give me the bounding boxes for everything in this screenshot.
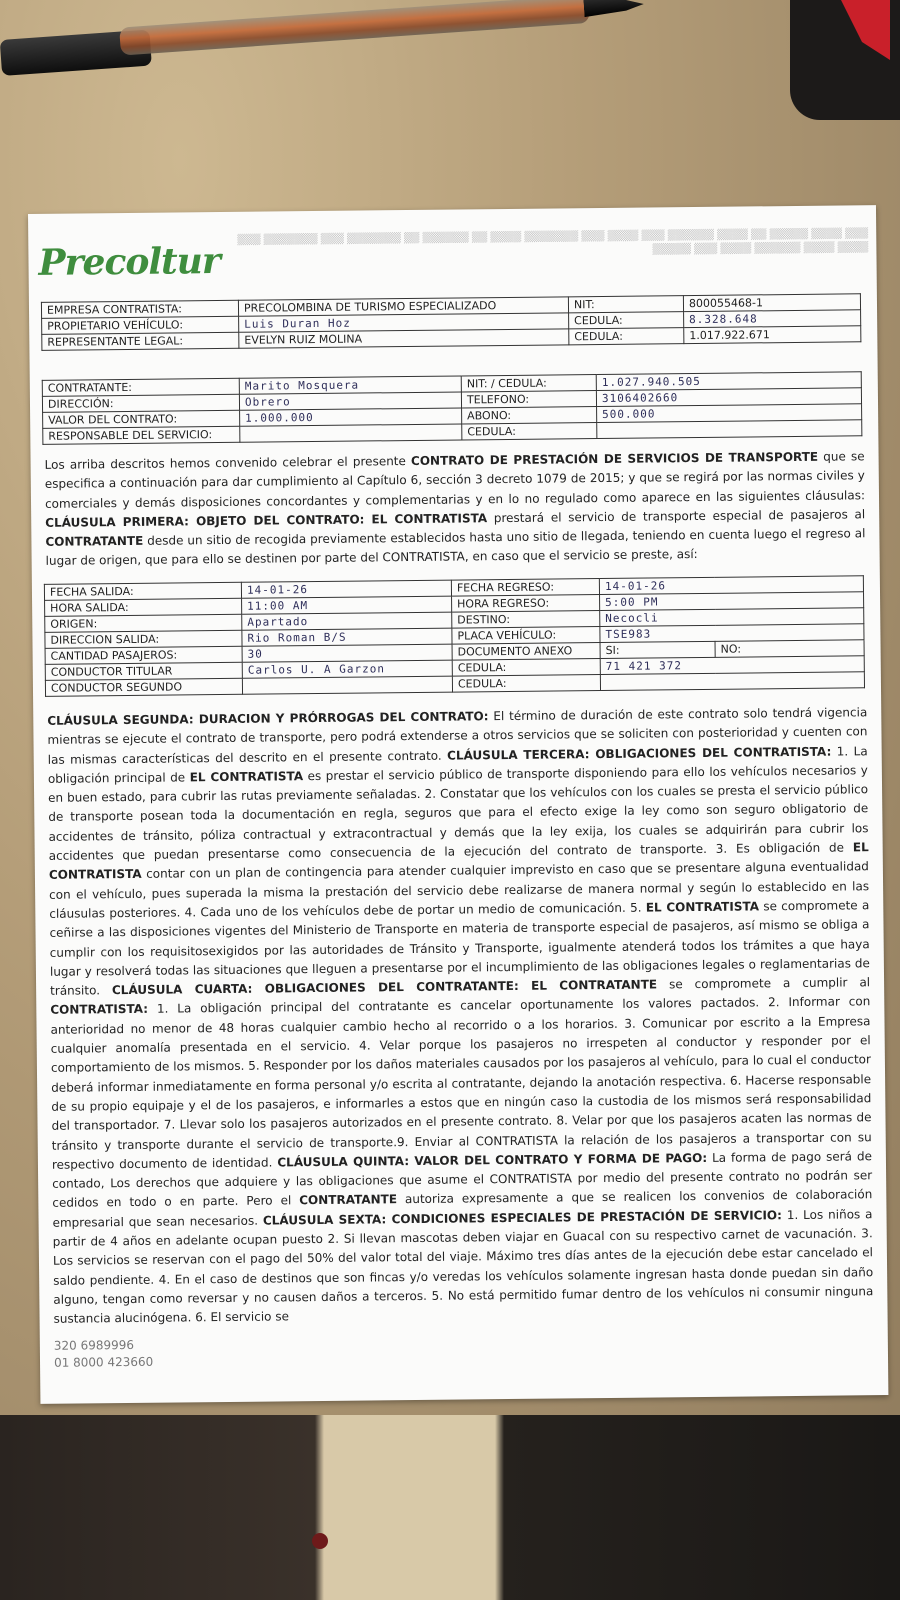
client-label: CONTRATANTE: <box>42 378 239 396</box>
departure-date-label: FECHA SALIDA: <box>44 582 241 600</box>
legal-rep-id-value: 1.017.922.671 <box>684 326 861 344</box>
clause-text: se compromete a cumplir al <box>656 975 871 992</box>
intro-text: que se especifica a continuación para dar cumplimiento al Capítulo 6, sección 3 decreto 1079 de 2015; y que se regirá por las normas civiles y comerciales y demás disposiciones concordantes y complementarias y en lo no regulado como aparece en las siguientes cláusulas: <box>44 449 866 511</box>
clause-text: contar con un plan de contingencia para atender cualquier imprevisto en caso que se presentare alguna eventualidad con el vehículo, pues superada la misma la prestación del servicio debe realizarse de manera normal y según lo establecido en las cláusulas posteriores. 4. Cada uno de los vehículos debe de portar un medio de comunicación. 5. <box>49 859 870 921</box>
main-driver-value: Carlos U. A Garzon <box>242 660 452 678</box>
passengers-label: CANTIDAD PASAJEROS: <box>45 646 242 664</box>
company-label: EMPRESA CONTRATISTA: <box>41 300 238 318</box>
clause-text: autoriza expresamente a que se realicen los convenios de colaboración empresarial que sean necesarios. <box>52 1187 873 1230</box>
client-table <box>42 371 863 445</box>
phone-number: 320 6989996 <box>53 1337 135 1353</box>
company-table <box>41 293 861 351</box>
address-value: Obrero <box>239 392 461 410</box>
intro-text: prestará el servicio de transporte especial de pasajeros al <box>487 507 866 526</box>
desk-hole <box>312 1533 328 1549</box>
second-driver-id-value <box>600 672 864 691</box>
destination-label: DESTINO: <box>452 611 600 629</box>
clause-text: se compromete a ceñirse a las disposiciones vigentes del Ministerio de Transporte en materia de transporte especial de pasajeros, así mismo se obliga a cumplir con los requisitosexigidos por las autoridades de Tránsito y Transporte, igualmente atenderá todos los trámites a que haya lugar y resolverá todas las situaciones que lleguen a presentarse por el incumplimiento de las obligaciones legales o reglamentarias de tránsito. <box>49 898 870 998</box>
deposit-label: ABONO: <box>462 407 597 424</box>
clause-bold: CONTRATISTA: <box>50 1002 149 1018</box>
main-driver-label: CONDUCTOR TITULAR <box>45 662 242 680</box>
contract-document <box>28 205 888 1404</box>
clause-bold: EL CONTRATISTA <box>645 899 760 915</box>
passengers-value: 30 <box>242 644 452 662</box>
intro-text: desde un sitio de recogida previamente establecidos hasta uno sitio de llegada, teniendo en cuenta luego el regreso al lugar de origen, que para ello se destinen por parte del CONTRATISTA, en caso que el servicio se preste, así: <box>45 526 866 569</box>
responsible-id-value <box>597 420 862 439</box>
desk-bottom <box>0 1415 900 1600</box>
phone-number: 01 8000 423660 <box>53 1354 154 1370</box>
bleed-through-text: ▒▒▒ ▒▒▒▒ ▒▒▒▒▒ ▒▒ ▒▒▒▒ ▒▒▒▒▒▒ ▒▒▒ ▒▒▒▒ ▒▒▒ ▒▒▒▒▒▒▒ ▒▒▒▒ ▒▒ ▒▒▒▒▒▒ ▒▒ ▒▒▒▒▒▒▒ ▒▒▒ ▒▒▒▒▒▒▒ ▒▒▒ ▒▒▒▒ ▒▒▒▒ ▒▒▒▒▒▒ ▒▒▒▒ ▒▒▒ ▒▒▒▒▒ <box>237 228 869 256</box>
origin-label: ORIGEN: <box>45 614 242 632</box>
second-driver-id-label: CEDULA: <box>452 675 600 693</box>
clause-text: es prestar el servicio público de transporte disponiendo para ello los vehículos necesarios y en buen estado, para cubrir las rutas previamente señaladas. 2. Constatar que los vehículos con los cuales se presta el servicio público de transporte posean toda la documentación en regla, seguros que para el efecto exige la ley como son seguro obligatorio de accidentes de tránsito, póliza contractual y extracontractual y demás que la ley exija, los cuales se adquirirán para cubrir los accidentes que puedan presentarse como consecuencia de la ejecución del contrato de transporte. 3. Es obligación de <box>48 763 869 863</box>
logo-text: Precoltur <box>38 239 221 284</box>
departure-address-label: DIRECCION SALIDA: <box>45 630 242 648</box>
clause-6-title: CLÁUSULA SEXTA: CONDICIONES ESPECIALES DE PRESTACIÓN DE SERVICIO: <box>262 1207 782 1228</box>
owner-label: PROPIETARIO VEHÍCULO: <box>42 316 239 334</box>
intro-text: Los arriba descritos hemos convenido celebrar el presente <box>44 454 412 472</box>
return-time-value: 5:00 PM <box>600 592 864 611</box>
origin-value: Apartado <box>242 612 452 630</box>
clauses-body <box>47 703 873 1329</box>
return-date-value: 14-01-26 <box>599 576 863 595</box>
deposit-value: 500.000 <box>597 404 862 423</box>
owner-id-value: 8.328.648 <box>684 310 861 328</box>
legal-rep-id-label: CEDULA: <box>569 328 684 345</box>
intro-paragraph <box>45 447 866 571</box>
annex-yes: SI: <box>600 641 715 658</box>
trip-table <box>44 575 865 697</box>
clause-text: La forma de pago será de contado, Los derechos que adquiere y las obligaciones que asume el CONTRATISTA por medio del presente contrato no podrán ser cedidos en todo o en parte. Pero el <box>52 1149 873 1211</box>
clause-4-title: CLÁUSULA CUARTA: OBLIGACIONES DEL CONTRATANTE: EL CONTRATANTE <box>111 977 658 998</box>
nit-label: NIT: <box>568 296 683 313</box>
company-logo <box>38 230 229 302</box>
footer-phones <box>54 1337 154 1372</box>
owner-id-label: CEDULA: <box>569 312 684 329</box>
clause-text: 1. La obligación principal de <box>47 743 868 786</box>
nit-value: 800055468-1 <box>683 294 860 312</box>
responsible-value <box>240 424 462 442</box>
phone-value: 3106402660 <box>596 388 861 407</box>
client-id-value: 1.027.940.505 <box>596 372 861 391</box>
clause-bold: EL CONTRATISTA <box>48 840 869 883</box>
contract-value-label: VALOR DEL CONTRATO: <box>43 410 240 428</box>
clause-5-title: CLÁUSULA QUINTA: VALOR DEL CONTRATO Y FORMA DE PAGO: <box>277 1150 708 1170</box>
return-date-label: FECHA REGRESO: <box>451 579 599 597</box>
destination-value: Necocli <box>600 608 864 627</box>
contract-value: 1.000.000 <box>240 408 462 426</box>
plate-label: PLACA VEHÍCULO: <box>452 627 600 645</box>
clause-1-title: CLÁUSULA PRIMERA: OBJETO DEL CONTRATO: EL CONTRATISTA <box>45 511 488 530</box>
owner-value: Luis Duran Hoz <box>239 313 569 332</box>
responsible-label: RESPONSABLE DEL SERVICIO: <box>43 426 240 444</box>
intro-bold: CONTRATANTE <box>45 533 144 550</box>
departure-date-value: 14-01-26 <box>241 580 451 598</box>
phone-label: TELEFONO: <box>461 391 596 408</box>
clause-3-title: CLÁUSULA TERCERA: OBLIGACIONES DEL CONTRATISTA: <box>447 744 832 763</box>
clause-text: 1. La obligación principal del contratante es cancelar oportunamente los valores pactados. 2. Informar con anterioridad no menor de 48 horas cualquier cambio hecho al recorrido o a los horarios. 3. Comunicar por escrito a la Empresa cualquier anomalía presentada en el servicio. 4. Velar porque los pasajeros no irrespeten al conductor y responder por el comportamiento de los mismos. 5. Responder por los daños materiales causados por los pasajeros al vehículo, para lo cual el conductor deberá informar inmediatamente en forma personal y/o escrita al contratante, dejando la anotación respectiva. 6. Hacerse responsable de su propio equipaje y el de los pasajeros, e informarles a estos que en ningún caso la custodia de los mismos será responsabilidad del transportador. 7. Llevar solo los pasajeros autorizados en el presente contrato. 8. Velar por que los pasajeros acaten las normas de tránsito y transporte durante el servicio de transporte.9. Enviar al CONTRATISTA la relación de los pasajeros a transportar con su respectivo documento de identidad. <box>50 994 872 1172</box>
clause-text: 1. Los niños a partir de 4 años en adelante ocupan puesto 2. Si llevan mascotas deben viajar en Guacal con su respectivo carnet de vacunación. 3. Los servicios se reservan con el pago del 50% del valor total del viaje. Máximo tres días antes de la ejecución debe estar cancelado el saldo pendiente. 4. En el caso de destinos que son fincas y/o veredas los vehículos solamente ingresan hasta donde puedan sin daño alguno, tengan como reversar y no causen daños a terceros. 5. No está permitido fumar dentro de los vehículos ni consumir ninguna sustancia alucinógena. 6. El servicio se <box>52 1206 874 1326</box>
clause-bold: EL CONTRATISTA <box>189 769 304 785</box>
client-value: Marito Mosquera <box>239 376 461 394</box>
annex-no: NO: <box>715 640 864 658</box>
second-driver-label: CONDUCTOR SEGUNDO <box>45 678 242 696</box>
departure-time-label: HORA SALIDA: <box>45 598 242 616</box>
departure-address-value: Rio Roman B/S <box>242 628 452 646</box>
clause-2-title: CLÁUSULA SEGUNDA: DURACION Y PRÓRROGAS DEL CONTRATO: <box>47 709 489 728</box>
plate-value: TSE983 <box>600 624 864 643</box>
legal-rep-label: REPRESENTANTE LEGAL: <box>42 332 239 350</box>
clause-text: El término de duración de este contrato solo tendrá vigencia mientras se ejecute el contrato de transporte, pero podrá extenderse a otros servicios que se soliciten con posterioridad y cuenten con las mismas características del descrito en el presente contrato. <box>47 705 868 767</box>
address-label: DIRECCIÓN: <box>42 394 239 412</box>
company-value: PRECOLOMBINA DE TURISMO ESPECIALIZADO <box>238 297 568 316</box>
main-driver-id-value: 71 421 372 <box>600 656 864 675</box>
responsible-id-label: CEDULA: <box>462 423 597 440</box>
clause-bold: CONTRATANTE <box>299 1192 398 1208</box>
main-driver-id-label: CEDULA: <box>452 659 600 677</box>
client-id-label: NIT: / CEDULA: <box>461 375 596 392</box>
legal-rep-value: EVELYN RUIZ MOLINA <box>239 329 569 348</box>
pen-tip <box>583 0 644 17</box>
intro-bold: CONTRATO DE PRESTACIÓN DE SERVICIOS DE TRANSPORTE <box>410 449 819 469</box>
return-time-label: HORA REGRESO: <box>452 595 600 613</box>
annex-label: DOCUMENTO ANEXO <box>452 643 600 661</box>
second-driver-value <box>242 676 452 694</box>
departure-time-value: 11:00 AM <box>242 596 452 614</box>
